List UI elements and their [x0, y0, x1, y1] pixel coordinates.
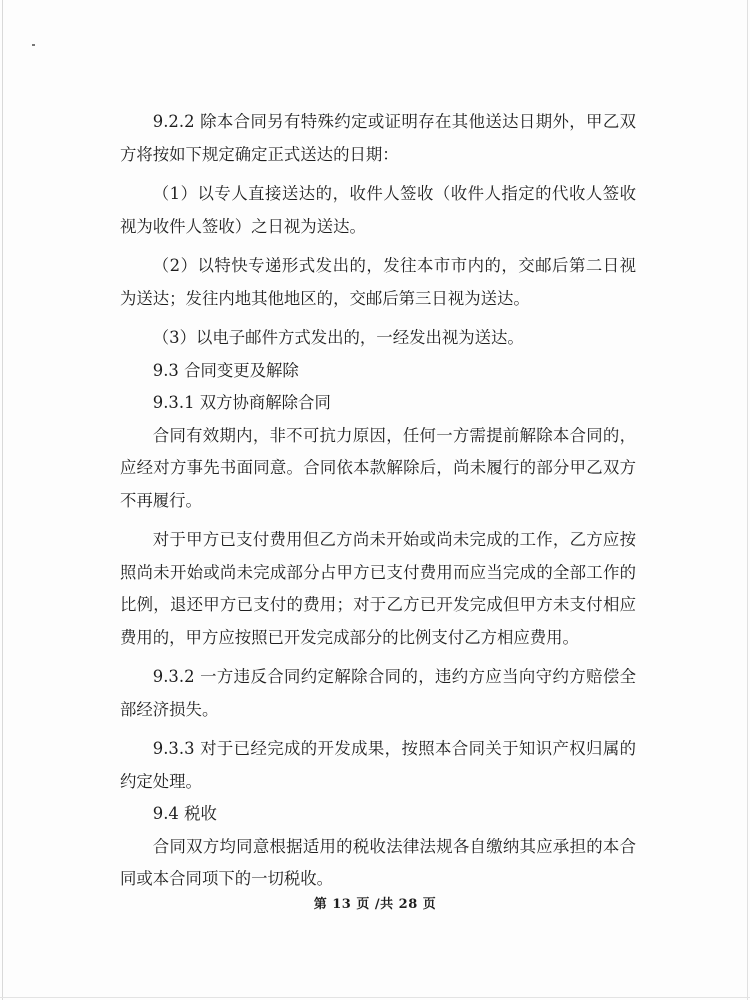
- scan-edge-bottom: [0, 997, 750, 998]
- paragraph-9-3-2: 9.3.2 一方违反合同约定解除合同的，违约方应当向守约方赔偿全部经济损失。: [120, 667, 636, 719]
- heading-9-3: 9.3 合同变更及解除: [152, 360, 299, 380]
- document-body: [120, 106, 636, 896]
- paragraph-9-2-2: 9.2.2 除本合同另有特殊约定或证明存在其他送达日期外，甲乙双方将按如下规定确定正式送达的日期：: [120, 112, 636, 164]
- paragraph-tax: 合同双方均同意根据适用的税收法律法规各自缴纳其应承担的本合同或本合同项下的一切税收。: [120, 836, 636, 888]
- paragraph-item-3: （3）以电子邮件方式发出的，一经发出视为送达。: [152, 328, 524, 347]
- paragraph-item-2: （2）以特快专递形式发出的，发往本市市内的，交邮后第二日视为送达；发往内地其他地区的，交邮后第三日视为送达。: [120, 256, 636, 308]
- scan-edge-right: [747, 0, 748, 1000]
- paragraph-refund: 对于甲方已支付费用但乙方尚未开始或尚未完成的工作，乙方应按照尚未开始或尚未完成部分占甲方已支付费用而应当完成的全部工作的比例，退还甲方已支付的费用；对于乙方已开发完成但甲方未支付相应费用的，甲方应按照已开发完成部分的比例支付乙方相应费用。: [120, 530, 636, 647]
- scan-speck: [32, 44, 35, 46]
- heading-9-3-1: 9.3.1 双方协商解除合同: [152, 393, 331, 412]
- paragraph-9-3-3: 9.3.3 对于已经完成的开发成果，按照本合同关于知识产权归属的约定处理。: [120, 739, 636, 791]
- heading-9-4: 9.4 税收: [152, 804, 217, 823]
- scan-edge-left: [2, 0, 3, 1000]
- paragraph-item-1: （1）以专人直接送达的，收件人签收（收件人指定的代收人签收视为收件人签收）之日视为送达。: [120, 184, 636, 236]
- page-footer: 第 13 页 /共 28 页: [313, 897, 437, 912]
- paragraph-termination: 合同有效期内，非不可抗力原因，任何一方需提前解除本合同的，应经对方事先书面同意。合同依本款解除后，尚未履行的部分甲乙双方不再履行。: [120, 425, 636, 510]
